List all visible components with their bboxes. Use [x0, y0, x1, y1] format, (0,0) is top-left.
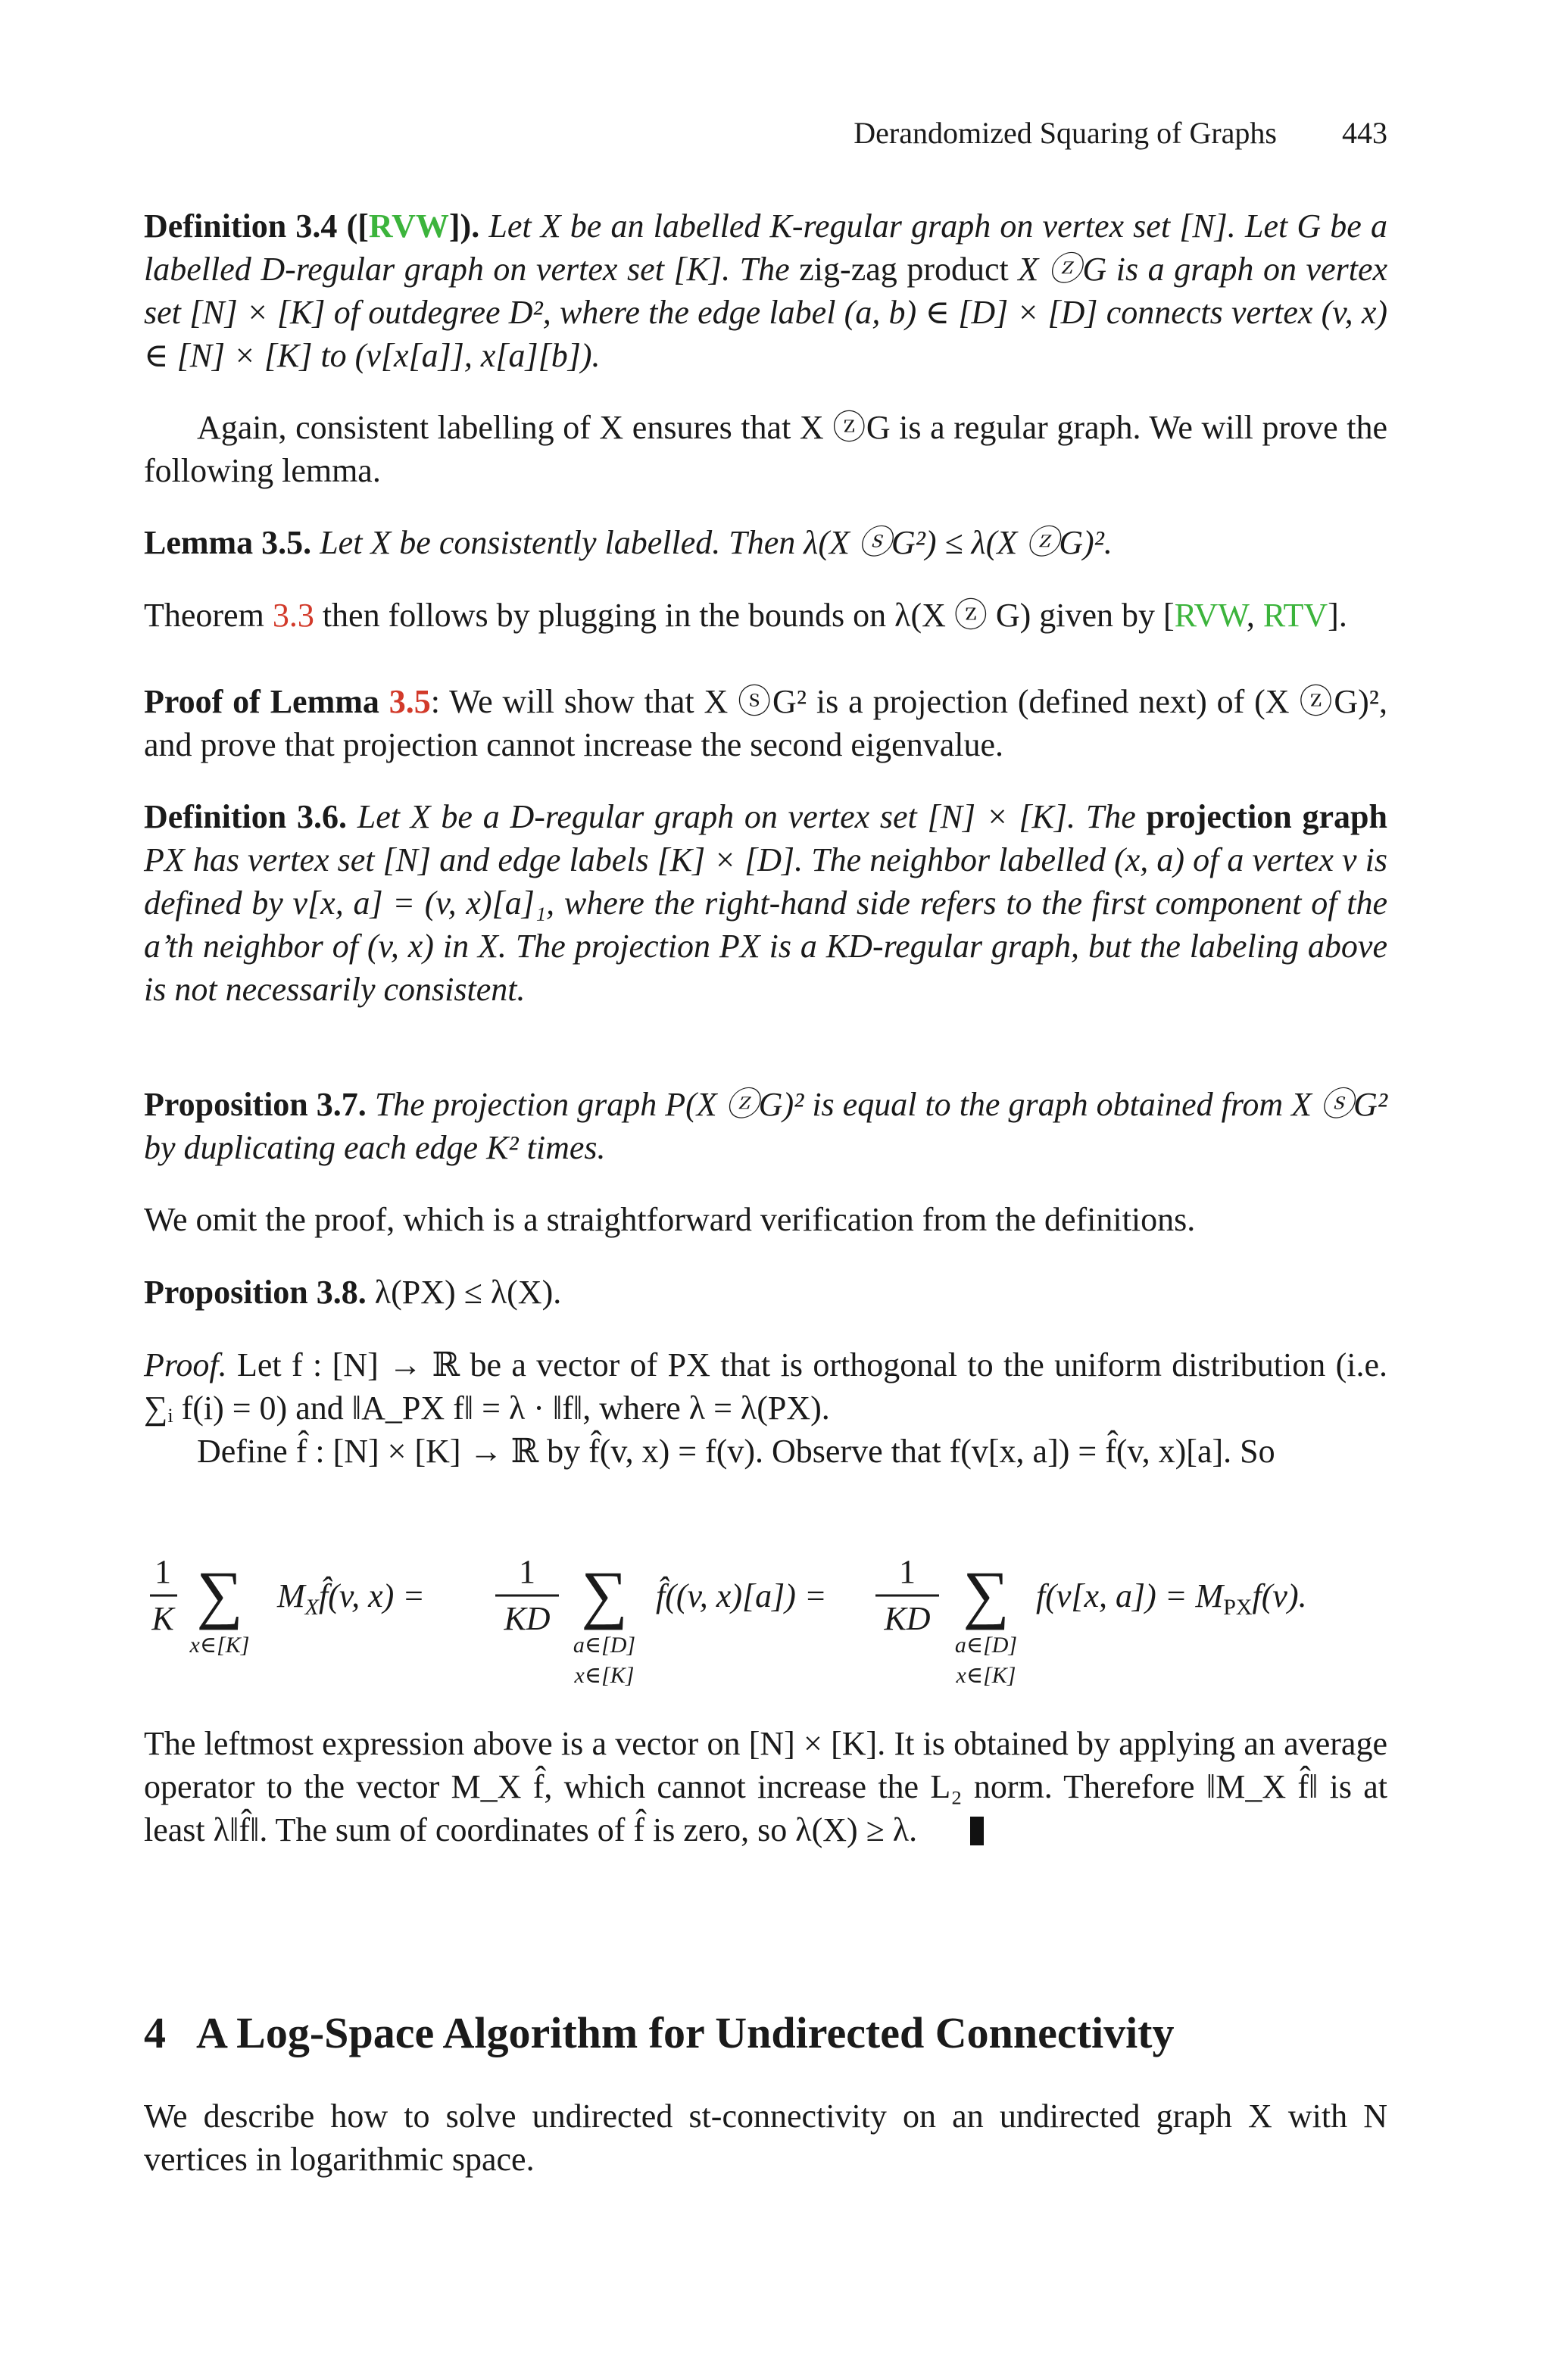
- proposition-3-7: [144, 1083, 1387, 1169]
- proposition-label: Proposition 3.7.: [144, 1086, 367, 1123]
- definition-term: zig-zag product: [799, 251, 1009, 288]
- section-heading: [144, 2007, 1175, 2060]
- proof-define-paragraph: Define f̂ : [N] × [K] → ℝ by f̂(v, x) = f(v). Observe that f(v[x, a]) = f̂(v, x)[a]. So: [197, 1433, 1275, 1470]
- citation-link[interactable]: RVW: [1174, 597, 1247, 634]
- definition-body-cont: PX has vertex set [N] and edge labels [K] × [D]. The neighbor labelled (x, a) of a vertex v is defined by v[x, a] = (v, x)[a]₁, where the right-hand side refers to the first component of the a’th neighbor of (v, x) in X. The projection PX is a KD-regular graph, but the labeling above is not necessarily consistent.: [144, 841, 1387, 1008]
- proposition-body: λ(PX) ≤ λ(X).: [374, 1274, 562, 1311]
- term1: $M_Xf̂(v$, x) =: [277, 1577, 425, 1620]
- text-run: Theorem: [144, 597, 273, 634]
- proof-of-lemma: [144, 680, 1387, 766]
- frac1-numerator: 1: [154, 1553, 171, 1590]
- lemma-ref-link[interactable]: 3.5: [389, 683, 431, 720]
- frac1-denominator: K: [151, 1600, 174, 1637]
- paragraph-theorem: [144, 594, 1387, 637]
- paragraph-leftmost: [144, 1722, 1387, 1851]
- sum2-sigma: ∑: [581, 1558, 628, 1630]
- frac3-numerator: 1: [899, 1553, 916, 1590]
- sum3-sigma: ∑: [963, 1558, 1010, 1630]
- frac2-numerator: 1: [519, 1553, 535, 1590]
- paragraph-again: Again, consistent labelling of X ensures that X ⓩG is a regular graph. We will prove the following lemma.: [144, 409, 1387, 489]
- theorem-ref-link[interactable]: 3.3: [272, 597, 314, 634]
- text-run: then follows by plugging in the bounds on λ(X ⓩ G) given by [: [314, 597, 1175, 634]
- text-run: ].: [1328, 597, 1347, 634]
- definition-term: projection graph: [1146, 798, 1387, 835]
- running-head: [854, 114, 1387, 153]
- sum3-subscript-b: x∈[K]: [956, 1663, 1016, 1688]
- paragraph-text: The leftmost expression above is a vector on [N] × [K]. It is obtained by applying an average operator to the vector M_X f̂, which cannot increase the L₂ norm. Therefore ‖M_X f̂‖ is at least λ‖f̂‖. The sum of coordinates of f̂ is zero, so λ(X) ≥ λ.: [144, 1725, 1387, 1848]
- cite-close: ]).: [448, 207, 480, 245]
- section-number: 4: [144, 2008, 166, 2057]
- paragraph-section4: We describe how to solve undirected st-connectivity on an undirected graph X with N vertices in logarithmic space.: [144, 2098, 1387, 2178]
- proof-body: : We will show that X ⓢG² is a projection (defined next) of (X ⓩG)², and prove that projection cannot increase the second eigenvalue.: [144, 683, 1387, 763]
- definition-label: Definition 3.6.: [144, 798, 347, 835]
- definition-3-4: [144, 204, 1387, 377]
- sum3-subscript-a: a∈[D]: [954, 1633, 1018, 1658]
- qed-symbol: [970, 1817, 984, 1845]
- sum1-subscript: x∈[K]: [189, 1633, 250, 1658]
- page-number: 443: [1342, 116, 1387, 150]
- proof-label: Proof of Lemma: [144, 683, 389, 720]
- definition-label: Definition 3.4: [144, 207, 338, 245]
- proof-label: Proof.: [144, 1346, 227, 1383]
- frac3-denominator: KD: [884, 1600, 931, 1637]
- cite-open: ([: [346, 207, 369, 245]
- term3: f(v[x, $a]) = M_{PX}f(v)$.: [1036, 1577, 1307, 1620]
- sum2-subscript-b: x∈[K]: [574, 1663, 635, 1688]
- running-title: Derandomized Squaring of Graphs: [854, 116, 1277, 150]
- sum2-subscript-a: a∈[D]: [573, 1633, 636, 1658]
- frac2-denominator: KD: [504, 1600, 551, 1637]
- text-run: ,: [1246, 597, 1263, 634]
- lemma-body: Let X be consistently labelled. Then λ(X ⓢG²) ≤ λ(X ⓩG)².: [320, 524, 1113, 561]
- lemma-3-5: [144, 521, 1387, 564]
- proposition-3-8: [144, 1271, 1387, 1314]
- paragraph-omit: We omit the proof, which is a straightforward verification from the definitions.: [144, 1201, 1196, 1238]
- proof-3-8: [144, 1343, 1387, 1430]
- proposition-body: The projection graph P(X ⓩG)² is equal to the graph obtained from X ⓢG² by duplicating each edge K² times.: [144, 1086, 1388, 1166]
- sum1-sigma: ∑: [196, 1558, 243, 1630]
- citation-link[interactable]: RVW: [368, 207, 449, 245]
- display-equation: [144, 1552, 1387, 1704]
- term2: f̂((v, x)[a]) =: [656, 1577, 827, 1614]
- section-title: A Log-Space Algorithm for Undirected Connectivity: [196, 2008, 1175, 2057]
- lemma-label: Lemma 3.5.: [144, 524, 312, 561]
- citation-link[interactable]: RTV: [1262, 597, 1328, 634]
- definition-body: Let X be a D-regular graph on vertex set [N] × [K]. The: [357, 798, 1136, 835]
- definition-body-cont: X ⓩG is a graph on vertex set [N] × [K] of outdegree D², where the edge label (a, b) ∈ [D] × [D] connects vertex (v, x) ∈ [N] × [K] to (v[x[a]], x[a][b]).: [144, 251, 1388, 374]
- proposition-label: Proposition 3.8.: [144, 1274, 367, 1311]
- proof-body: Let f : [N] → ℝ be a vector of PX that is orthogonal to the uniform distribution (i.e. ∑ᵢ f(i) = 0) and ‖A_PX f‖ = λ · ‖f‖, where λ = λ(PX).: [144, 1346, 1387, 1427]
- definition-body: Let X be an labelled K-regular graph on vertex set [N]. Let G be a labelled D-regular graph on vertex set [K]. The: [144, 207, 1387, 288]
- definition-3-6: [144, 795, 1387, 1011]
